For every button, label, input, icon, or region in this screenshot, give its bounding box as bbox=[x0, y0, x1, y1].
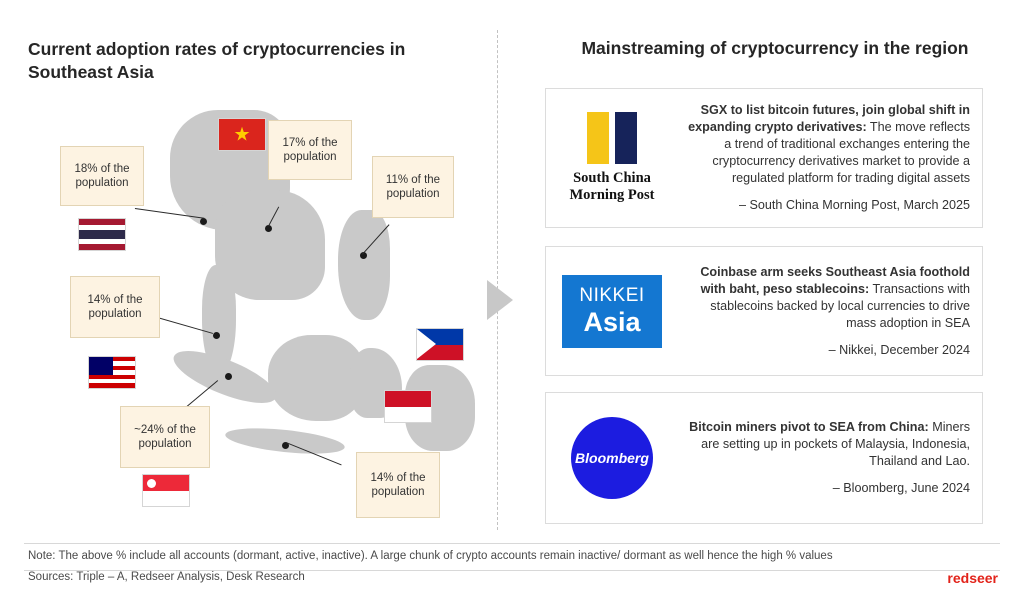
news-card-bloomberg[interactable] bbox=[545, 392, 983, 524]
news-text-bloomberg bbox=[678, 409, 982, 507]
tag-philippines bbox=[372, 156, 454, 218]
philippines-flag-icon bbox=[416, 328, 464, 361]
tag-singapore-label: ~24% of the population bbox=[134, 423, 196, 450]
news-text-scmp bbox=[678, 92, 982, 224]
map-marker-malaysia bbox=[213, 332, 220, 339]
bloomberg-logo-text: Bloomberg bbox=[571, 417, 653, 499]
map-marker-thailand bbox=[200, 218, 207, 225]
tag-thailand-label: 18% of the population bbox=[74, 162, 130, 189]
redseer-logo: redseer bbox=[947, 570, 998, 586]
vietnam-flag-icon: ★ bbox=[218, 118, 266, 151]
map-marker-singapore bbox=[225, 373, 232, 380]
south-china-morning-post-logo bbox=[546, 112, 678, 203]
tag-malaysia bbox=[70, 276, 160, 338]
news-body-bloomberg: Miners are setting up in pockets of Malaysia, Indonesia, Thailand and Lao. bbox=[701, 420, 970, 468]
scmp-bars-icon bbox=[558, 112, 666, 164]
indonesia-flag-icon bbox=[384, 390, 432, 423]
map-landmass-philippines bbox=[338, 210, 390, 320]
right-arrow-icon bbox=[487, 280, 513, 320]
tag-indonesia bbox=[356, 452, 440, 518]
map-landmass-java bbox=[224, 424, 346, 458]
nikkei-asia-logo bbox=[546, 275, 678, 348]
singapore-flag-icon bbox=[142, 474, 190, 507]
news-attribution-bloomberg: – Bloomberg, June 2024 bbox=[832, 481, 970, 495]
news-card-nikkei[interactable] bbox=[545, 246, 983, 376]
tag-indonesia-label: 14% of the population bbox=[370, 471, 426, 498]
footer-divider-top bbox=[24, 543, 1000, 544]
footnote-text: Note: The above % include all accounts (dormant, active, inactive). A large chunk of crypto accounts remain inactive/ dormant as well hence the high % values bbox=[28, 550, 833, 562]
right-panel-title: Mainstreaming of cryptocurrency in the region bbox=[581, 38, 969, 58]
scmp-logo-text: South China Morning Post bbox=[569, 170, 655, 203]
news-headline-scmp: SGX to list bitcoin futures, join global shift in expanding crypto derivatives: bbox=[688, 103, 970, 134]
sources-text: Sources: Triple – A, Redseer Analysis, Desk Research bbox=[28, 571, 305, 583]
page-title: Current adoption rates of cryptocurrencies in Southeast Asia bbox=[28, 39, 406, 82]
southeast-asia-map bbox=[20, 90, 490, 530]
tag-malaysia-label: 14% of the population bbox=[87, 293, 143, 320]
news-attribution-scmp: – South China Morning Post, March 2025 bbox=[738, 198, 970, 212]
thailand-flag-icon bbox=[78, 218, 126, 251]
news-headline-bloomberg: Bitcoin miners pivot to SEA from China: bbox=[689, 420, 929, 434]
news-body-nikkei: Transactions with stablecoins backed by local currencies to drive mass adoption in SEA bbox=[710, 281, 970, 330]
malaysia-flag-icon bbox=[88, 356, 136, 389]
tag-philippines-label: 11% of the population bbox=[385, 173, 441, 200]
news-headline-nikkei: Coinbase arm seeks Southeast Asia foothold with baht, peso stablecoins: bbox=[700, 264, 970, 296]
news-text-nikkei bbox=[678, 254, 982, 369]
tag-thailand bbox=[60, 146, 144, 206]
news-attribution-nikkei: – Nikkei, December 2024 bbox=[828, 342, 970, 357]
adoption-map-panel bbox=[0, 0, 495, 540]
news-card-scmp[interactable] bbox=[545, 88, 983, 228]
tag-vietnam bbox=[268, 120, 352, 180]
nikkei-logo-line2: Asia bbox=[583, 306, 641, 337]
tag-vietnam-label: 17% of the population bbox=[282, 136, 338, 163]
tag-singapore bbox=[120, 406, 210, 468]
nikkei-logo-line1: NIKKEI bbox=[579, 284, 645, 306]
bloomberg-logo bbox=[546, 417, 678, 499]
news-body-scmp: The move reflects a trend of traditional exchanges entering the cryptocurrency derivatives market to provide a regulated platform for trading digital assets bbox=[712, 120, 970, 185]
